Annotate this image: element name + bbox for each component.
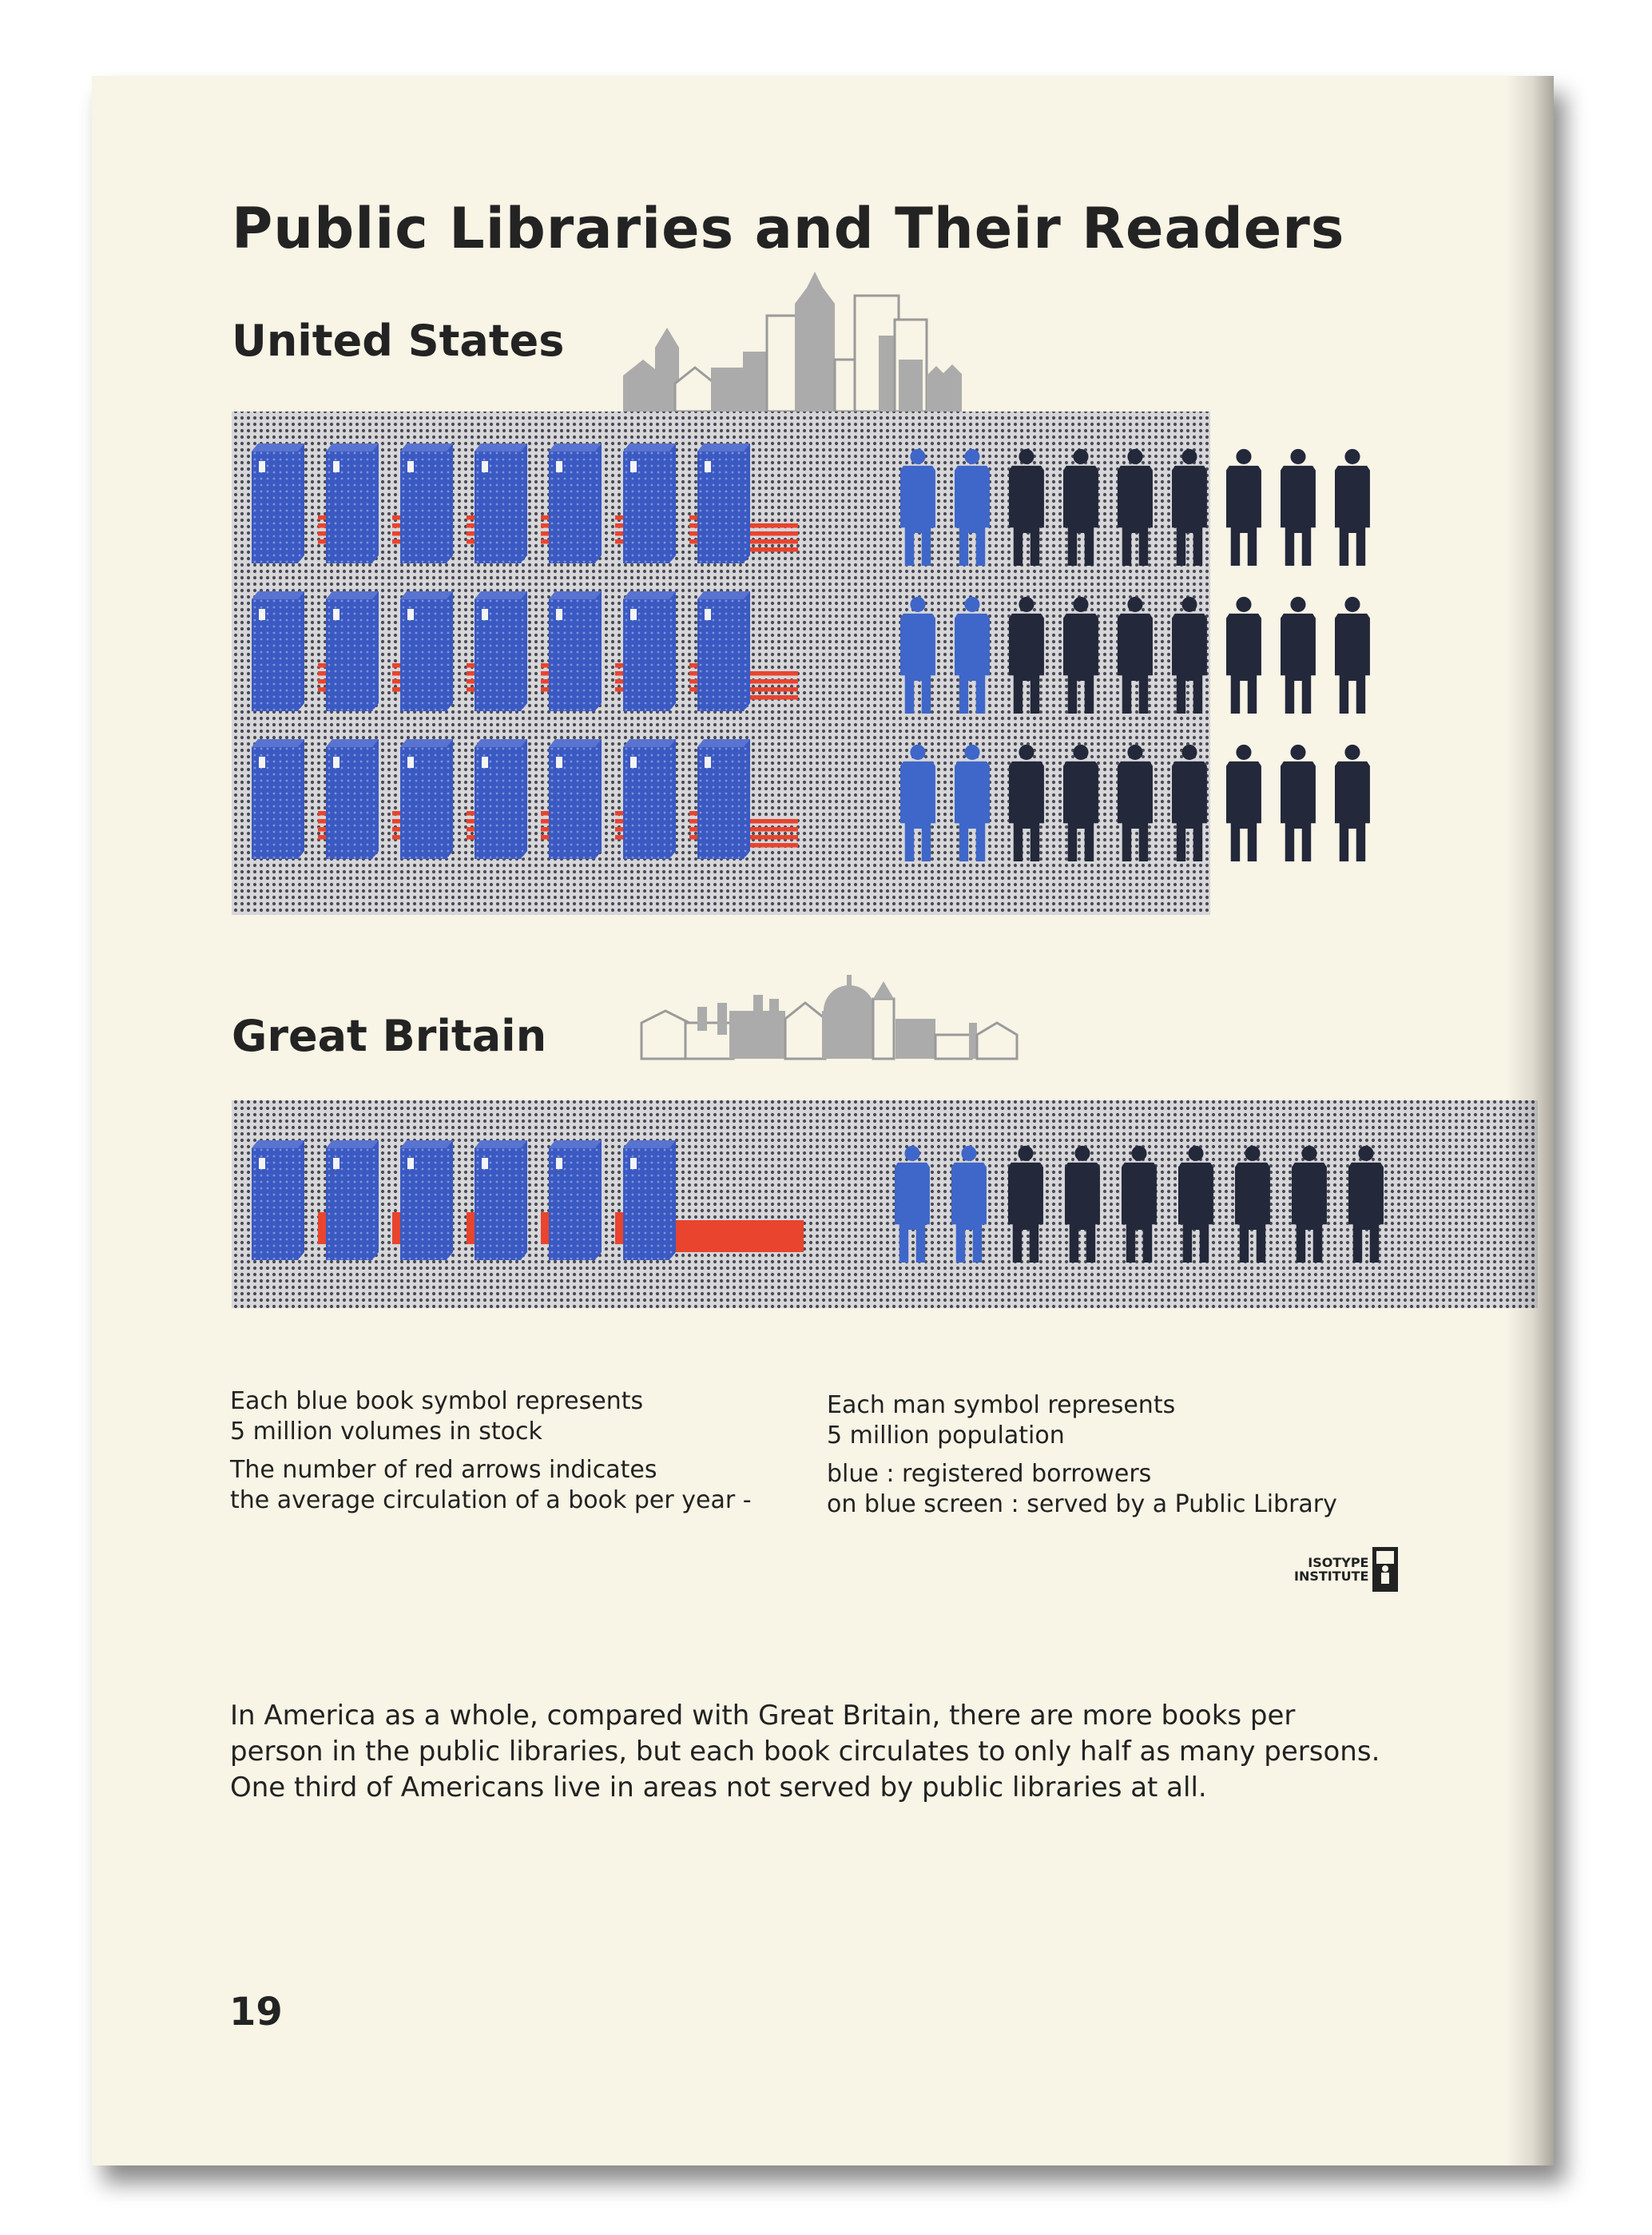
page-title: Public Libraries and Their Readers — [232, 196, 1345, 261]
man-symbol — [1226, 745, 1261, 861]
circulation-arrow — [750, 679, 798, 684]
gb-skyline-illustration — [641, 975, 1017, 1059]
skyline-building — [873, 999, 894, 1059]
book-symbol — [252, 591, 304, 711]
legend-text: Each man symbol represents — [827, 1391, 1176, 1419]
book-symbol — [326, 1140, 379, 1260]
legend-text: Each blue book symbol represents — [230, 1387, 644, 1415]
gb-panel-label: Great Britain — [232, 1011, 547, 1061]
book-symbol — [400, 739, 453, 859]
book-symbol — [623, 443, 676, 563]
man-symbol — [1335, 449, 1370, 566]
us-skyline-illustration — [623, 272, 962, 412]
circulation-arrow — [750, 835, 798, 840]
book-symbol — [549, 443, 602, 563]
skyline-building — [769, 999, 779, 1023]
book-symbol — [549, 591, 602, 711]
man-symbol — [1281, 597, 1316, 714]
isotype-logo — [1294, 1546, 1399, 1593]
book-page — [92, 76, 1554, 2165]
book-symbol — [697, 739, 750, 859]
skyline-building — [895, 1019, 935, 1059]
skyline-building — [753, 995, 763, 1019]
circulation-arrow — [750, 843, 798, 848]
logo-text — [1294, 1556, 1368, 1583]
pictogram-panel — [232, 1100, 1538, 1308]
skyline-building — [873, 981, 894, 999]
legend-text: the average circulation of a book per year - — [230, 1486, 752, 1514]
book-symbol — [252, 443, 304, 563]
book-symbol — [252, 739, 304, 859]
skyline-building — [697, 1007, 707, 1031]
book-symbol — [623, 1140, 676, 1260]
legend-text: blue : registered borrowers — [827, 1460, 1152, 1488]
circulation-arrow — [676, 1248, 804, 1252]
book-symbol — [475, 443, 527, 563]
circulation-arrow — [676, 1224, 804, 1228]
book-symbol — [400, 1140, 453, 1260]
circulation-arrow — [750, 827, 798, 832]
circulation-arrow — [676, 1228, 804, 1232]
book-symbol — [475, 591, 527, 711]
body-paragraph — [230, 1698, 1380, 1806]
logo-line: INSTITUTE — [1294, 1569, 1369, 1584]
legend-text: 5 million volumes in stock — [230, 1418, 542, 1446]
page-number: 19 — [229, 1990, 283, 2034]
skyline-building — [717, 1003, 727, 1035]
legend-text: on blue screen : served by a Public Library — [827, 1490, 1337, 1518]
legend-books — [230, 1386, 752, 1516]
circulation-arrow — [750, 671, 798, 676]
circulation-arrow — [750, 547, 798, 552]
legend-text: The number of red arrows indicates — [230, 1456, 657, 1484]
book-symbol — [326, 739, 379, 859]
man-symbol — [1335, 745, 1370, 861]
chart-canvas — [92, 76, 1554, 2165]
isotype-logo-icon — [1372, 1546, 1399, 1593]
circulation-arrow — [750, 539, 798, 544]
book-symbol — [475, 1140, 527, 1260]
circulation-arrow — [750, 531, 798, 536]
circulation-arrow — [676, 1220, 804, 1224]
skyline-building — [847, 975, 852, 988]
book-symbol — [400, 591, 453, 711]
circulation-arrow — [676, 1244, 804, 1248]
skyline-building — [977, 1023, 1017, 1059]
book-symbol — [252, 1140, 304, 1260]
book-symbol — [549, 1140, 602, 1260]
man-symbol — [1281, 449, 1316, 566]
skyline-building — [767, 316, 799, 412]
skyline-building — [641, 1011, 689, 1059]
book-symbol — [549, 739, 602, 859]
circulation-arrow — [676, 1236, 804, 1240]
legend-population — [827, 1390, 1337, 1520]
circulation-arrow — [676, 1240, 804, 1244]
logo-line: ISOTYPE — [1308, 1555, 1369, 1570]
pictogram-panel — [232, 412, 1370, 915]
circulation-arrow — [750, 687, 798, 692]
man-symbol — [1281, 745, 1316, 861]
body-line: One third of Americans live in areas not served by public libraries at all. — [230, 1772, 1207, 1804]
body-line: person in the public libraries, but each book circulates to only half as many persons. — [230, 1736, 1380, 1768]
circulation-arrow — [750, 523, 798, 528]
book-symbol — [623, 591, 676, 711]
skyline-building — [675, 368, 715, 412]
skyline-building — [822, 1011, 876, 1059]
us-panel-label: United States — [232, 316, 565, 366]
man-symbol — [1226, 597, 1261, 714]
body-line: In America as a whole, compared with Great Britain, there are more books per — [230, 1700, 1296, 1732]
book-symbol — [623, 739, 676, 859]
skyline-building — [785, 1003, 825, 1059]
circulation-arrow — [750, 819, 798, 824]
skyline-building — [935, 1035, 971, 1059]
skyline-building — [795, 272, 835, 412]
circulation-arrow — [676, 1232, 804, 1236]
page-curl-shadow — [1506, 76, 1554, 2165]
book-symbol — [475, 739, 527, 859]
legend-text: 5 million population — [827, 1422, 1065, 1450]
man-symbol — [1226, 449, 1261, 566]
circulation-arrow-group — [676, 1220, 804, 1252]
skyline-building — [943, 364, 962, 412]
book-symbol — [326, 591, 379, 711]
book-symbol — [326, 443, 379, 563]
book-symbol — [697, 591, 750, 711]
skyline-building — [899, 360, 923, 412]
skyline-building — [711, 368, 747, 412]
circulation-arrow — [750, 695, 798, 700]
book-symbol — [697, 443, 750, 563]
man-symbol — [1335, 597, 1370, 714]
book-symbol — [400, 443, 453, 563]
